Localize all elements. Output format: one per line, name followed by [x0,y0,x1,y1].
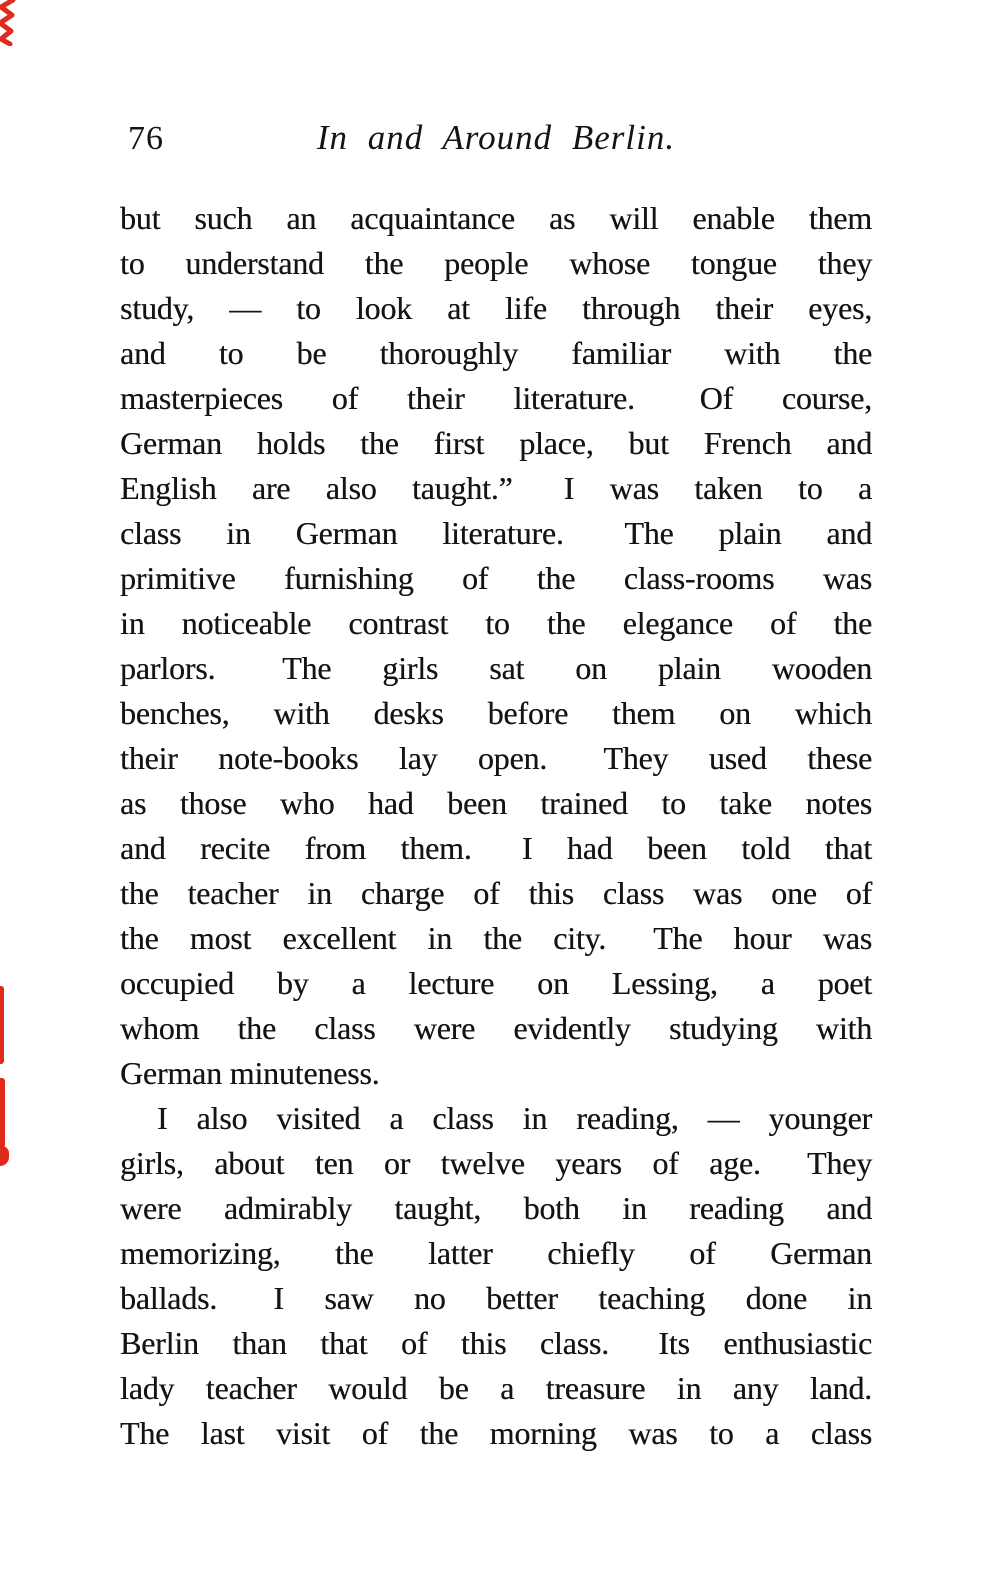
text-line: The last visit of the morning was to a class [120,1415,872,1451]
text-line: the teacher in charge of this class was one of [120,875,872,911]
text-line: in noticeable contrast to the elegance of the [120,605,872,641]
text-line: lady teacher would be a treasure in any land. [120,1370,872,1406]
body-text [120,196,872,1456]
page-header [120,118,872,164]
text-line: their note-books lay open. They used these [120,740,872,776]
red-scan-edge-mark-lower [0,1078,5,1148]
text-line: were admirably taught, both in reading and [120,1190,872,1226]
text-line: German holds the first place, but French and [120,425,872,461]
text-line: I also visited a class in reading, — younger [157,1100,872,1136]
red-scan-edge-blob [0,1146,9,1166]
text-line: occupied by a lecture on Lessing, a poet [120,965,872,1001]
text-line: but such an acquaintance as will enable them [120,200,872,236]
text-line: Berlin than that of this class. Its enthusiastic [120,1325,872,1361]
text-line: German minuteness. [120,1055,380,1091]
page-number: 76 [128,120,164,157]
text-line: primitive furnishing of the class-rooms was [120,560,872,596]
text-line: to understand the people whose tongue they [120,245,872,281]
red-scan-corner-mark [0,0,17,46]
text-line: and to be thoroughly familiar with the [120,335,872,371]
text-line: the most excellent in the city. The hour was [120,920,872,956]
text-line: benches, with desks before them on which [120,695,872,731]
text-line: girls, about ten or twelve years of age. They [120,1145,872,1181]
text-line: English are also taught.” I was taken to a [120,470,872,506]
paragraph [120,196,872,1096]
red-scan-edge-mark-upper [0,986,4,1064]
paragraph [120,1096,872,1456]
running-title: In and Around Berlin. [316,118,676,157]
text-line: and recite from them. I had been told that [120,830,872,866]
text-line: as those who had been trained to take notes [120,785,872,821]
text-line: class in German literature. The plain and [120,515,872,551]
text-line: whom the class were evidently studying with [120,1010,872,1046]
text-line: study, — to look at life through their eyes, [120,290,872,326]
text-line: memorizing, the latter chiefly of German [120,1235,872,1271]
text-line: masterpieces of their literature. Of course, [120,380,872,416]
text-line: parlors. The girls sat on plain wooden [120,650,872,686]
text-line: ballads. I saw no better teaching done in [120,1280,872,1316]
